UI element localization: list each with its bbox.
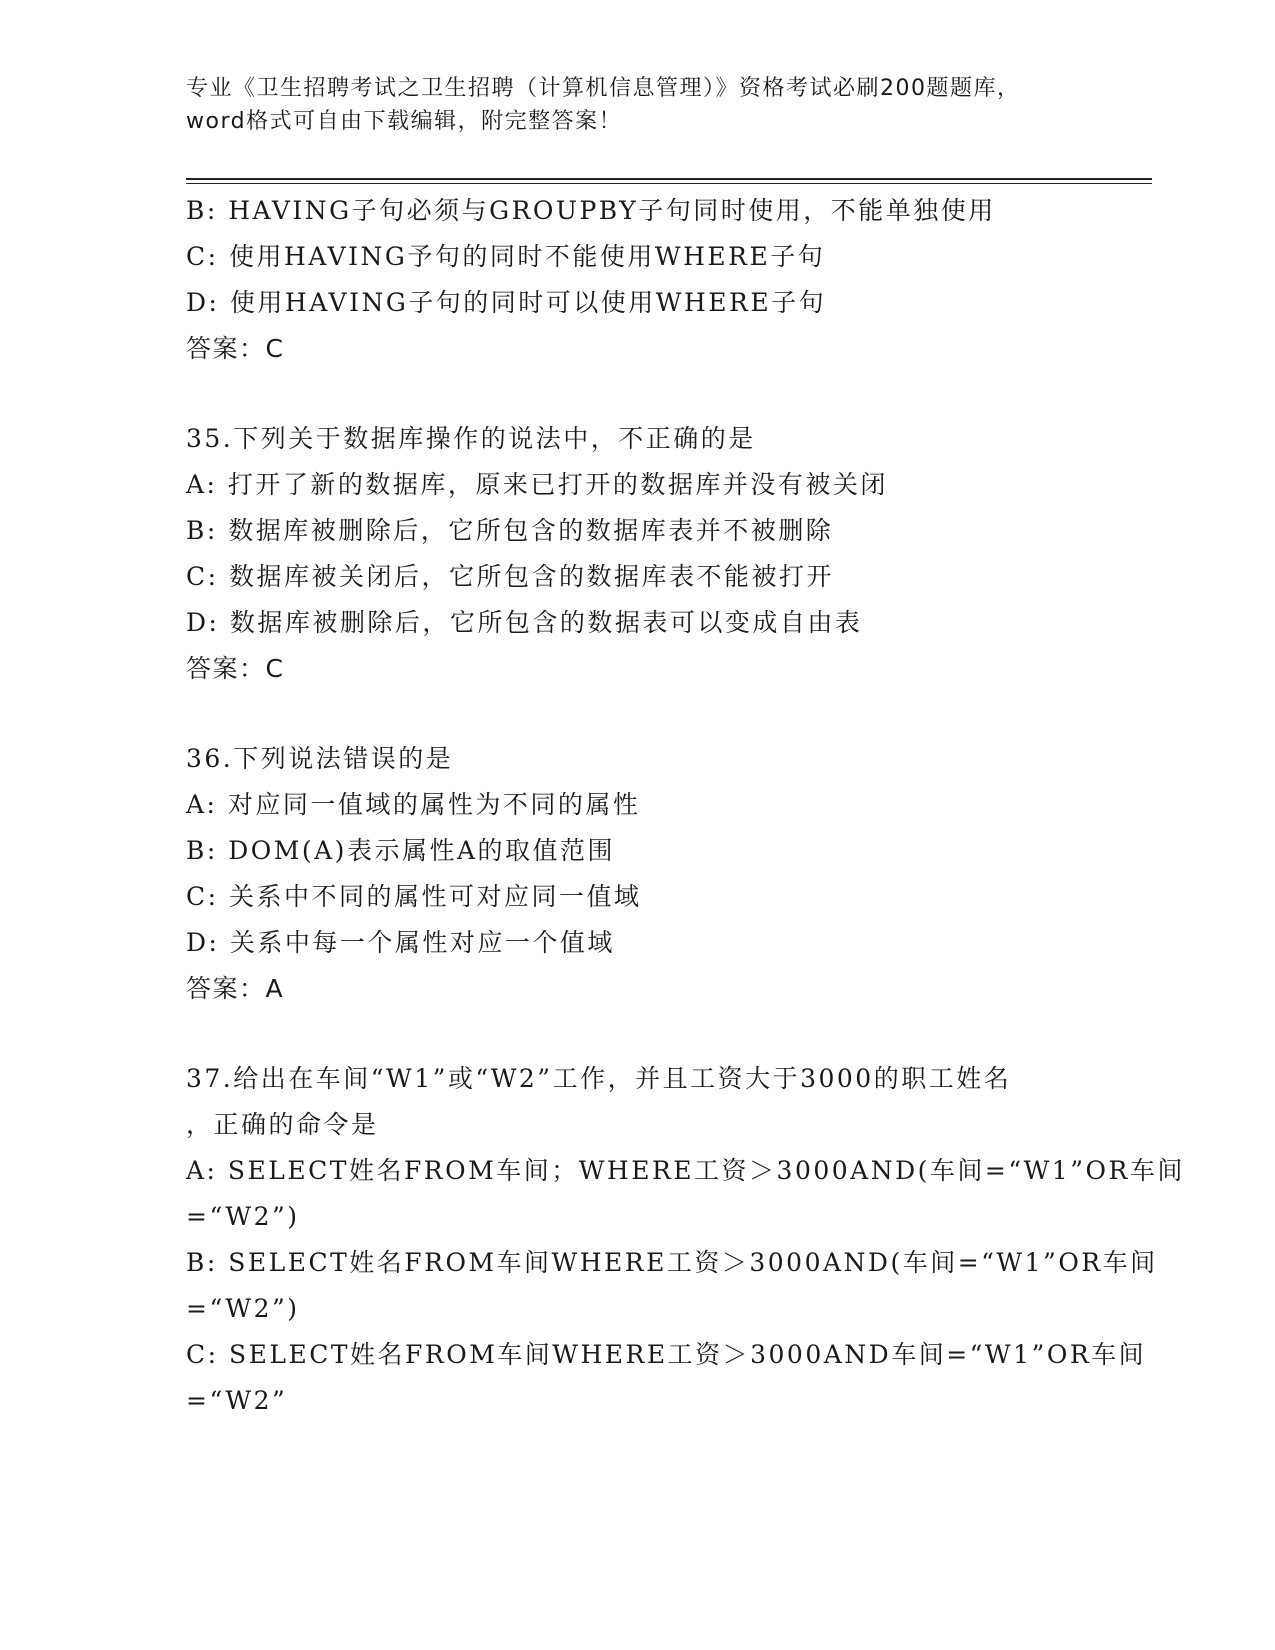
question-37-block (186, 1056, 1185, 1424)
q35-option-d: D: 数据库被删除后，它所包含的数据表可以变成自由表 (186, 608, 863, 637)
q34-answer: 答案：C (186, 334, 285, 363)
q35-option-b: B: 数据库被删除后，它所包含的数据库表并不被删除 (186, 516, 834, 545)
q37-stem-line-1: 37.给出在车间“W1”或“W2”工作，并且工资大于3000的职工姓名 (186, 1064, 1012, 1093)
header-title-line-1: 专业《卫生招聘考试之卫生招聘（计算机信息管理）》资格考试必刷200题题库， (186, 76, 1021, 101)
question-36-block (186, 736, 1106, 1012)
q37-option-c-line-1: C: SELECT姓名FROM车间WHERE工资＞3000AND车间=“W1”OR车间 (186, 1340, 1147, 1369)
q36-option-d: D: 关系中每一个属性对应一个值域 (186, 928, 615, 957)
q37-option-c-line-2: =“W2” (186, 1386, 288, 1415)
header-title-line-2: word格式可自由下载编辑，附完整答案！ (186, 109, 623, 134)
document-header (186, 72, 1066, 138)
q37-option-a-line-2: =“W2”) (186, 1202, 300, 1231)
header-divider (186, 178, 1152, 184)
q34-option-b: B: HAVING子句必须与GROUPBY子句同时使用，不能单独使用 (186, 196, 996, 225)
q35-answer: 答案：C (186, 654, 285, 683)
q35-option-c: C: 数据库被关闭后，它所包含的数据库表不能被打开 (186, 562, 835, 591)
q37-option-b-line-1: B: SELECT姓名FROM车间WHERE工资＞3000AND(车间=“W1”OR车间 (186, 1248, 1158, 1277)
question-35-block (186, 416, 1106, 692)
q37-stem-line-2: ，正确的命令是 (186, 1110, 379, 1139)
question-content (186, 188, 1185, 1424)
q36-option-b: B: DOM(A)表示属性A的取值范围 (186, 836, 615, 865)
question-34-block (186, 188, 1106, 372)
q36-answer: 答案：A (186, 974, 285, 1003)
q34-option-c: C: 使用HAVING予句的同时不能使用WHERE子句 (186, 242, 826, 271)
q36-stem: 36.下列说法错误的是 (186, 744, 454, 773)
q35-option-a: A: 打开了新的数据库，原来已打开的数据库并没有被关闭 (186, 470, 888, 499)
q34-option-d: D: 使用HAVING子句的同时可以使用WHERE子句 (186, 288, 827, 317)
q36-option-a: A: 对应同一值域的属性为不同的属性 (186, 790, 641, 819)
q37-option-a-line-1: A: SELECT姓名FROM车间；WHERE工资＞3000AND(车间=“W1”OR车间 (186, 1156, 1185, 1185)
q37-option-b-line-2: =“W2”) (186, 1294, 300, 1323)
q36-option-c: C: 关系中不同的属性可对应同一值域 (186, 882, 642, 911)
q35-stem: 35.下列关于数据库操作的说法中，不正确的是 (186, 424, 756, 453)
